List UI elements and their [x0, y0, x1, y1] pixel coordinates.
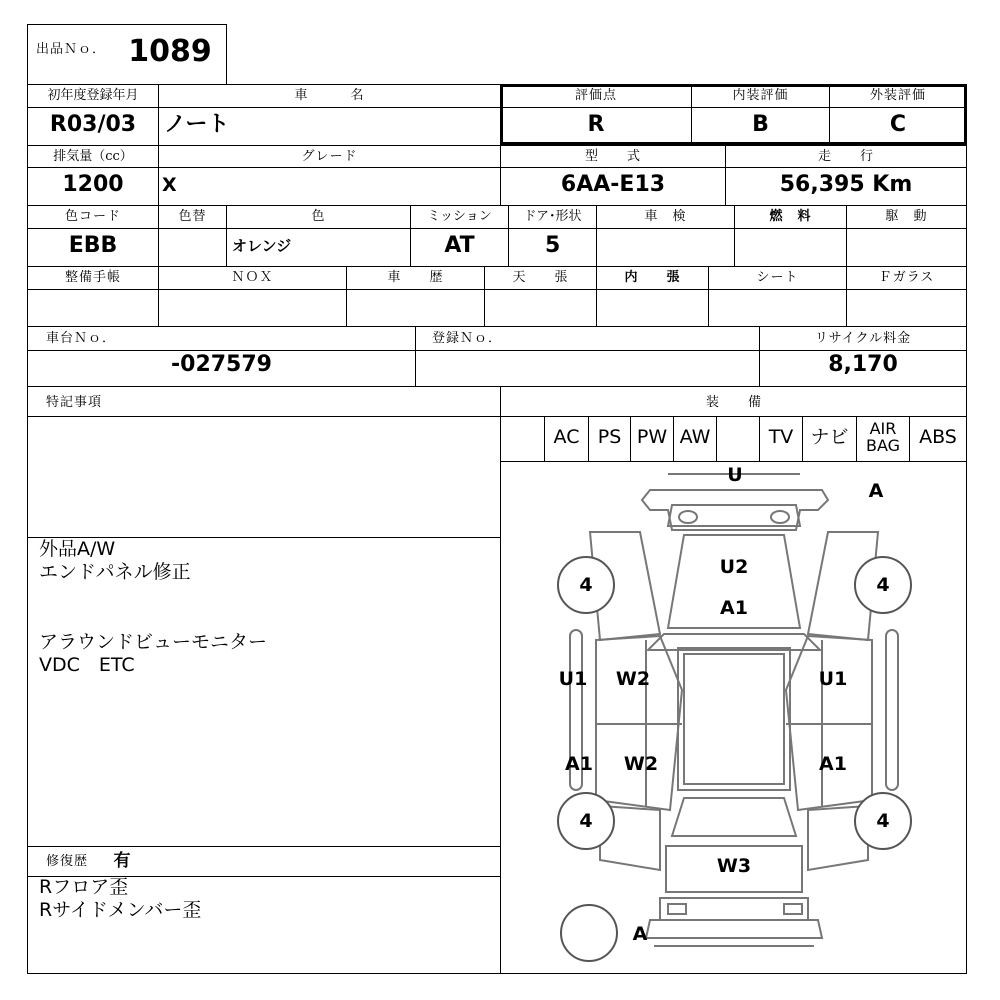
equipment-label: 装 備 — [705, 395, 762, 410]
repair-text: Rフロア歪 Rサイドメンバー歪 — [39, 876, 202, 921]
listing-number-label: 出品Ｎｏ． — [36, 42, 107, 57]
exterior-label: 外装評価 — [869, 88, 926, 103]
color-code-label: 色コード — [64, 209, 121, 224]
maintenance-label: 整備手帳 — [64, 270, 121, 285]
chassis-value: -027579 — [171, 352, 272, 377]
damage-left-front-u: U1 — [558, 668, 588, 690]
first-reg-value: R03/03 — [49, 112, 137, 137]
damage-left-rear-w: W2 — [623, 753, 659, 775]
repaint-label: 色替 — [178, 209, 207, 224]
sunroof-label: 天 張 — [512, 270, 569, 285]
mileage-label: 走 行 — [817, 149, 874, 164]
color-code-value: EBB — [68, 233, 118, 258]
damage-rear-bumper: A — [632, 923, 648, 945]
car-name-label: 車 名 — [294, 88, 365, 103]
recycle-label: リサイクル料金 — [814, 331, 912, 346]
tire-rear-left: 4 — [579, 810, 593, 832]
inspection-label: 車 検 — [644, 209, 687, 224]
nox-label: ＮＯＸ — [231, 270, 274, 285]
damage-right-rear-a: A1 — [819, 753, 847, 775]
repair-label: 修復歴 — [46, 854, 89, 869]
drive-label: 駆 動 — [885, 209, 928, 224]
damage-roof-top: U — [727, 464, 743, 486]
repair-value: 有 — [113, 851, 131, 871]
fglass-label: Ｆガラス — [878, 270, 935, 285]
damage-left-front-w: W2 — [615, 668, 651, 690]
tire-rear-right: 4 — [876, 810, 890, 832]
reg-no-label: 登録Ｎｏ． — [432, 331, 503, 346]
equip-aw: AW — [679, 426, 711, 448]
damage-right-front-u: U1 — [818, 668, 848, 690]
equip-navi: ナビ — [810, 426, 849, 448]
interior-value: B — [752, 112, 769, 137]
equip-abs: ABS — [919, 426, 957, 448]
model-label: 型 式 — [584, 149, 641, 164]
first-reg-label: 初年度登録年月 — [47, 88, 139, 103]
exterior-value: C — [889, 112, 907, 137]
interior-label: 内装評価 — [732, 88, 789, 103]
liner-label: 内 張 — [624, 270, 681, 285]
mileage-value: 56,395 Km — [779, 172, 913, 197]
damage-hood-2: A1 — [720, 597, 748, 619]
displacement-value: 1200 — [62, 172, 124, 197]
recycle-value: 8,170 — [828, 352, 898, 377]
damage-top-right: A — [868, 480, 884, 502]
door-value: 5 — [545, 233, 561, 258]
chassis-label: 車台Ｎｏ． — [46, 331, 117, 346]
damage-left-rear-a: A1 — [565, 753, 593, 775]
equip-ac: AC — [553, 426, 580, 448]
history-label: 車 歴 — [387, 270, 444, 285]
equip-pw: PW — [636, 426, 668, 448]
grade-label: グレード — [301, 149, 358, 164]
listing-number: 1089 — [128, 34, 212, 69]
mission-label: ミッション — [427, 209, 492, 224]
notes-text-2: アラウンドビューモニター VDC ETC — [39, 631, 268, 676]
car-name-value: ノート — [164, 112, 230, 137]
displacement-label: 排気量（cc） — [53, 149, 133, 164]
equip-tv: TV — [768, 426, 794, 448]
mission-value: AT — [444, 233, 475, 258]
fuel-label: 燃 料 — [769, 209, 812, 224]
seat-label: シート — [756, 270, 799, 285]
damage-trunk: W3 — [716, 855, 752, 877]
score-value: R — [587, 112, 605, 137]
grade-value: X — [162, 174, 177, 196]
notes-label: 特記事項 — [46, 395, 103, 410]
color-value: オレンジ — [232, 237, 292, 255]
tire-front-left: 4 — [579, 574, 593, 596]
damage-hood-1: U2 — [719, 556, 749, 578]
door-label: ドア･形状 — [523, 209, 582, 224]
tire-front-right: 4 — [876, 574, 890, 596]
model-value: 6AA-E13 — [560, 172, 666, 197]
color-label: 色 — [311, 209, 326, 224]
notes-text-1: 外品A/W エンドパネル修正 — [39, 538, 191, 583]
score-label: 評価点 — [574, 88, 617, 103]
equip-ps: PS — [597, 426, 622, 448]
equip-airbag: AIR BAG — [865, 419, 901, 455]
